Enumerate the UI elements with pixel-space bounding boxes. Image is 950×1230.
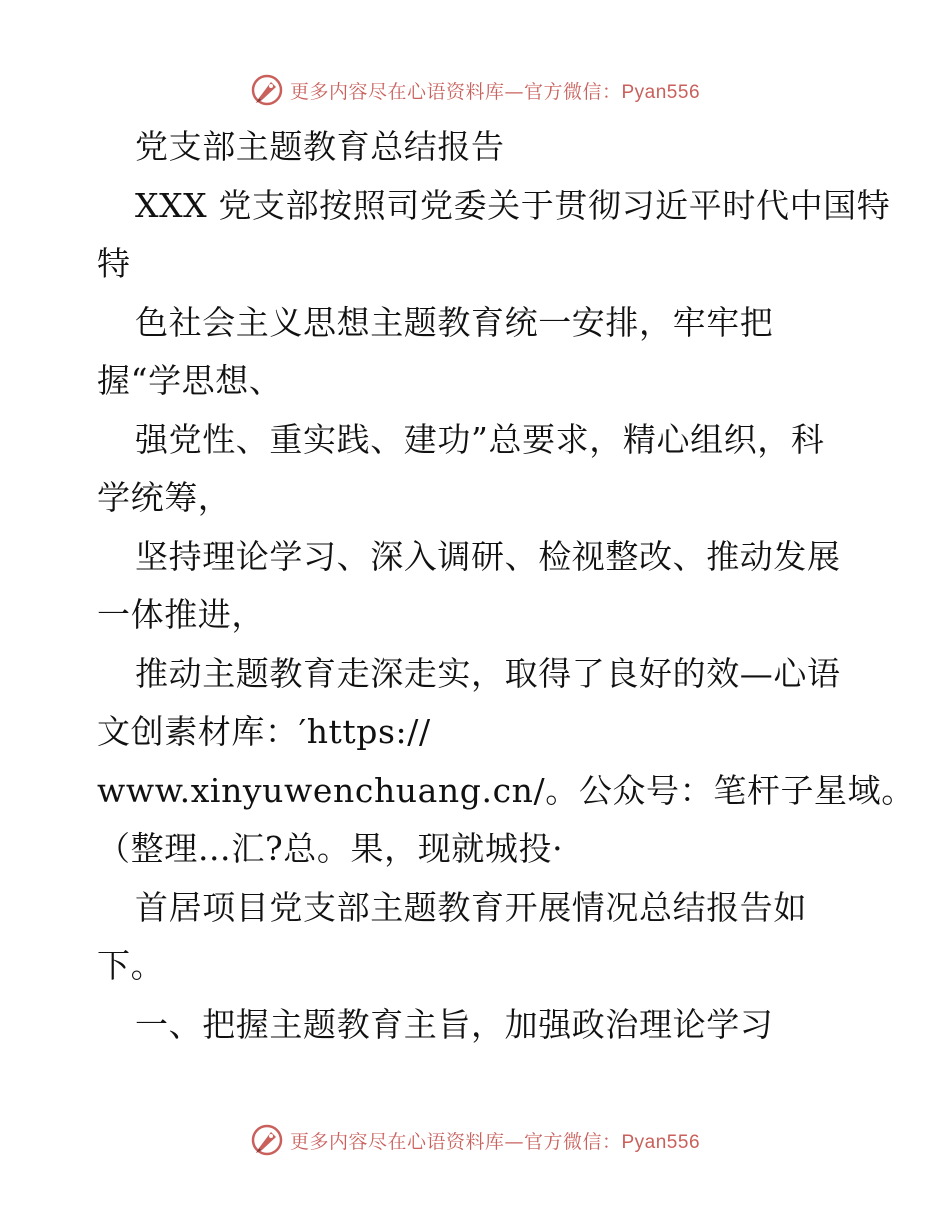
- watermark-text: [290, 1127, 700, 1154]
- watermark-text: [290, 77, 700, 104]
- paragraph-line: XXX 党支部按照司党委关于贯彻习近平时代中国特: [135, 185, 891, 225]
- section-heading: 一、把握主题教育主旨，加强政治理论学习: [135, 1004, 774, 1044]
- paragraph-line: （整理…汇?总。果，现就城投·: [97, 829, 564, 868]
- paragraph-line: 一体推进，: [97, 595, 265, 634]
- paragraph-line: 推动主题教育走深走实，取得了良好的效—心语: [135, 653, 841, 693]
- paragraph-line: 文创素材库：′https://: [97, 712, 431, 751]
- paragraph-line: 色社会主义思想主题教育统一安排，牢牢把: [135, 302, 774, 342]
- watermark-wechat-id: Pyan556: [621, 81, 701, 103]
- watermark-wechat-id: Pyan556: [621, 1131, 701, 1153]
- document-body: [97, 118, 915, 1054]
- footer-watermark: [0, 1120, 950, 1160]
- paragraph-line: 首居项目党支部主题教育开展情况总结报告如: [135, 887, 807, 927]
- watermark-label: 更多内容尽在心语资料库—官方微信：: [289, 80, 622, 103]
- fountain-pen-icon: [250, 1123, 284, 1157]
- header-watermark: [0, 70, 950, 110]
- watermark-label: 更多内容尽在心语资料库—官方微信：: [289, 1130, 622, 1153]
- paragraph-line: www.xinyuwenchuang.cn/。公众号：笔杆子星域。: [97, 770, 915, 810]
- paragraph-line: 握“学思想、: [97, 361, 283, 400]
- paragraph-line: 下。: [97, 946, 165, 985]
- paragraph-line: 学统筹，: [97, 478, 232, 517]
- paragraph-line: 坚持理论学习、深入调研、检视整改、推动发展: [135, 536, 841, 576]
- paragraph-line: 特: [97, 244, 131, 283]
- fountain-pen-icon: [250, 73, 284, 107]
- paragraph-line: 强党性、重实践、建功”总要求，精心组织，科: [135, 419, 825, 459]
- document-title: 党支部主题教育总结报告: [135, 127, 505, 166]
